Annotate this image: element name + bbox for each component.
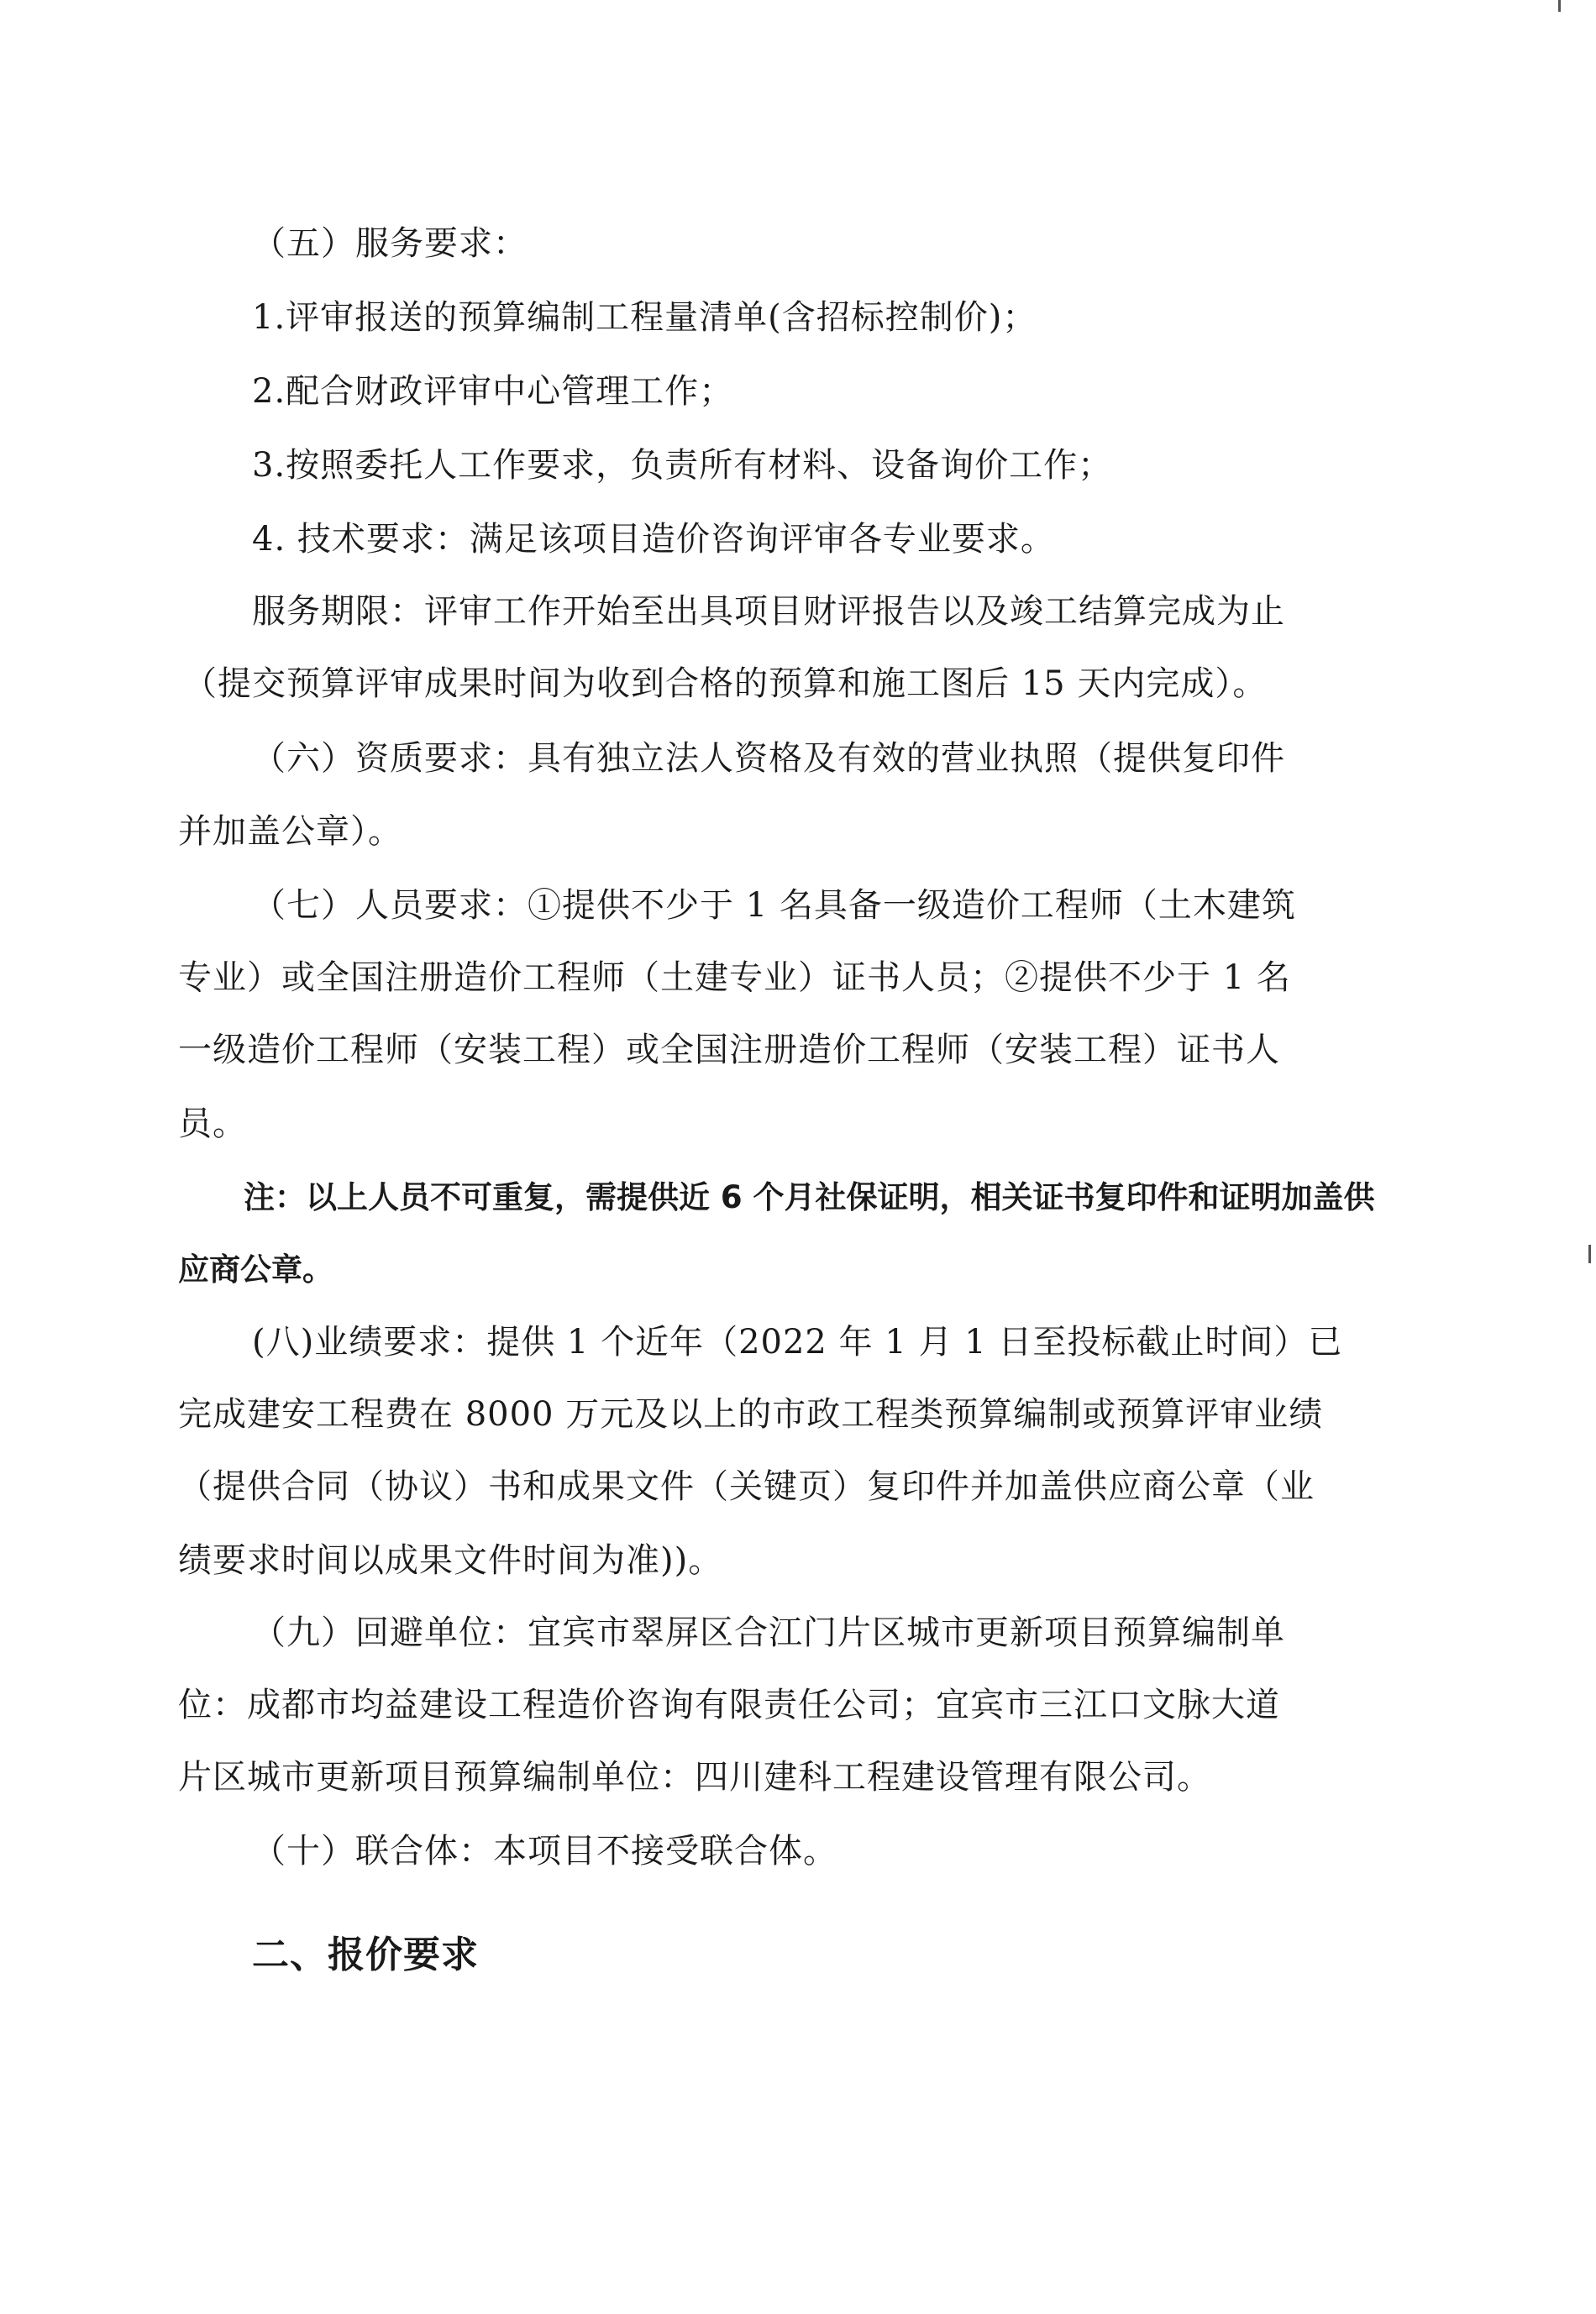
section-two-heading: 二、报价要求 xyxy=(252,1934,479,1976)
section-eight-line-2: 完成建安工程费在 8000 万元及以上的市政工程类预算编制或预算评审业绩 xyxy=(178,1395,1324,1434)
service-item-3: 3.按照委托人工作要求，负责所有材料、设备询价工作； xyxy=(252,446,1113,485)
section-eight-line-1: (八)业绩要求：提供 1 个近年（2022 年 1 月 1 日至投标截止时间）已 xyxy=(252,1323,1343,1362)
section-six-line-1: （六）资质要求：具有独立法人资格及有效的营业执照（提供复印件 xyxy=(252,739,1285,778)
section-eight-line-3: （提供合同（协议）书和成果文件（关键页）复印件并加盖供应商公章（业 xyxy=(178,1467,1315,1506)
section-five-heading: （五）服务要求： xyxy=(252,224,528,263)
section-seven-line-3: 一级造价工程师（安装工程）或全国注册造价工程师（安装工程）证书人 xyxy=(178,1031,1280,1069)
service-item-4: 4. 技术要求：满足该项目造价咨询评审各专业要求。 xyxy=(252,520,1055,559)
section-nine-line-1: （九）回避单位：宜宾市翠屏区合江门片区城市更新项目预算编制单 xyxy=(252,1614,1285,1652)
section-seven-line-2: 专业）或全国注册造价工程师（土建专业）证书人员；②提供不少于 1 名 xyxy=(178,958,1291,997)
service-period-line-2: （提交预算评审成果时间为收到合格的预算和施工图后 15 天内完成）。 xyxy=(183,664,1268,703)
note-line-1: 注：以上人员不可重复，需提供近 6 个月社保证明，相关证书复印件和证明加盖供 xyxy=(244,1179,1375,1215)
section-eight-line-4: 绩要求时间以成果文件时间为准))。 xyxy=(178,1541,723,1580)
note-line-2: 应商公章。 xyxy=(178,1251,333,1288)
service-period-line-1: 服务期限：评审工作开始至出具项目财评报告以及竣工结算完成为止 xyxy=(252,592,1285,631)
section-six-line-2: 并加盖公章）。 xyxy=(178,812,402,851)
scan-mark-right xyxy=(1588,1245,1591,1263)
service-item-2: 2.配合财政评审中心管理工作； xyxy=(252,372,734,411)
section-seven-line-1: （七）人员要求：①提供不少于 1 名具备一级造价工程师（土木建筑 xyxy=(252,886,1296,925)
section-nine-line-3: 片区城市更新项目预算编制单位：四川建科工程建设管理有限公司。 xyxy=(178,1758,1211,1797)
service-item-1: 1.评审报送的预算编制工程量清单(含招标控制价)； xyxy=(252,298,1037,337)
scan-mark-top xyxy=(1558,0,1561,12)
section-nine-line-2: 位：成都市均益建设工程造价咨询有限责任公司；宜宾市三江口文脉大道 xyxy=(178,1686,1280,1724)
section-seven-line-4: 员。 xyxy=(178,1105,247,1143)
section-ten-line: （十）联合体：本项目不接受联合体。 xyxy=(252,1832,837,1871)
